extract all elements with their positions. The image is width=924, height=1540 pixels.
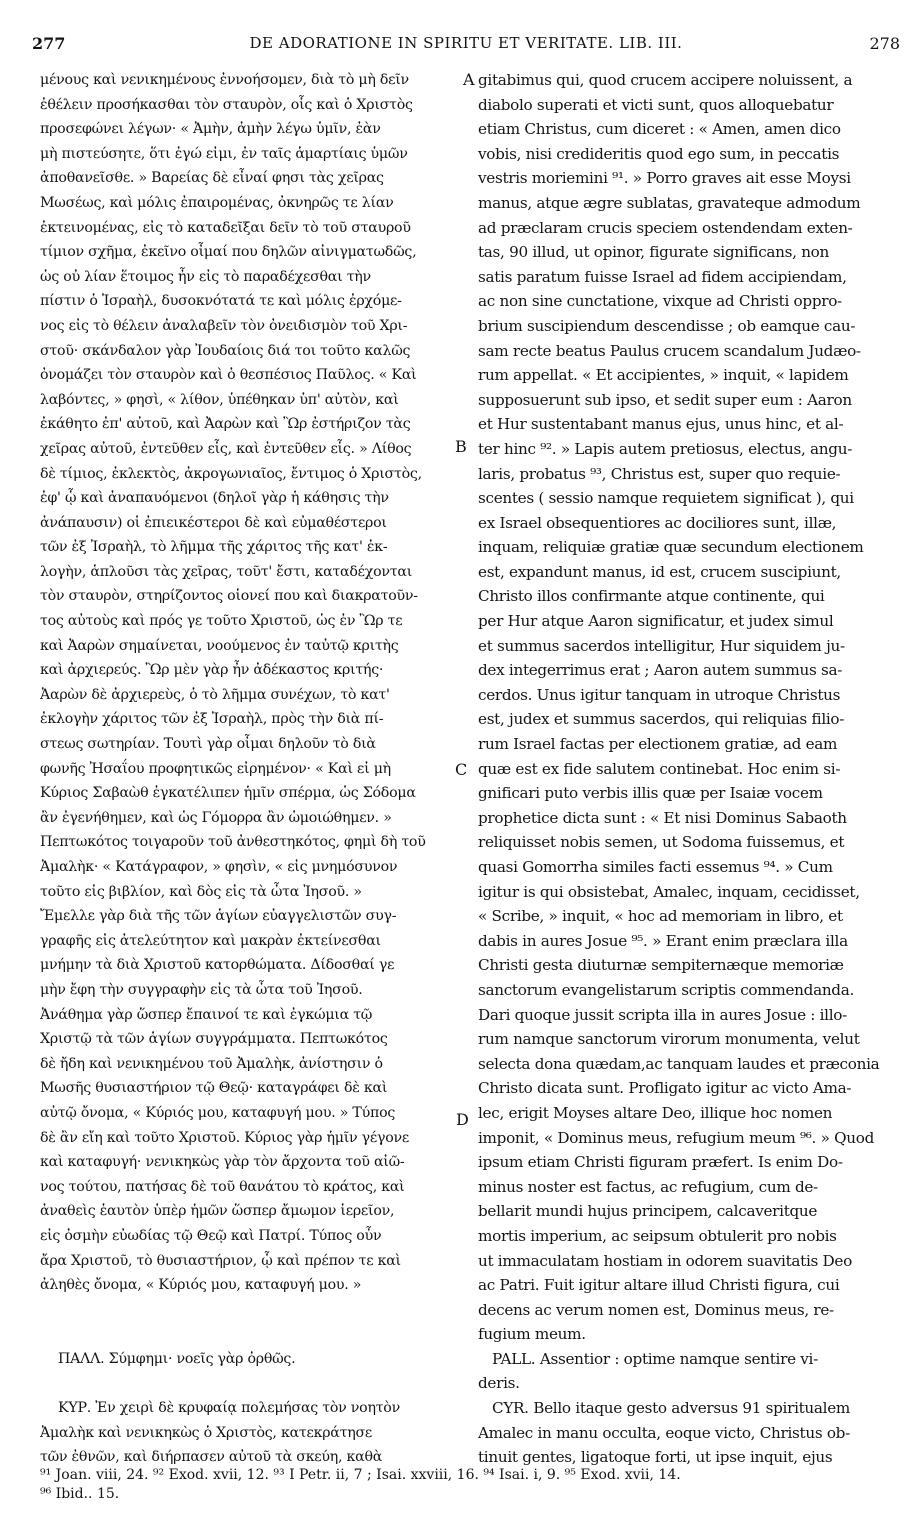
page-number-left: 277 — [32, 34, 66, 53]
greek-text-line: ἐκλογὴν χάριτος τῶν ἐξ Ἰσραὴλ, πρὸς τὴν διὰ πί- — [40, 711, 384, 728]
latin-speaker-cyr-line: tinuit gentes, ligatoque forti, ut ipse inquit, ejus — [478, 1448, 833, 1467]
latin-text-line: ac Patri. Fuit igitur altare illud Christi figura, cui — [478, 1276, 840, 1295]
greek-text-line: ἄρα Χριστοῦ, τὸ θυσιαστήριον, ᾧ καὶ πρέπον τε καὶ — [40, 1252, 401, 1269]
latin-text-line: etiam Christus, cum diceret : « Amen, amen dico — [478, 120, 841, 139]
greek-text-line: πίστιν ὁ Ἰσραὴλ, δυσοκνότατά τε καὶ μόλις ἐρχόμε- — [40, 293, 402, 310]
greek-speaker-cyr-line: τῶν ἐθνῶν, καὶ διήρπασεν αὐτοῦ τὰ σκεύη, καθὰ — [40, 1449, 383, 1466]
greek-text-line: δὲ ἂν εἴη καὶ τοῦτο Χριστοῦ. Κύριος γὰρ ἡμῖν γέγονε — [40, 1129, 409, 1146]
latin-text-line: imponit, « Dominus meus, refugium meum ⁹⁶. » Quod — [478, 1128, 875, 1147]
greek-text-line: ἀληθὲς ὄνομα, « Κύριός μου, καταφυγή μου. » — [40, 1277, 362, 1294]
greek-speaker-pall-line: ΠΑΛΛ. Σύμφημι· νοεῖς γὰρ ὀρθῶς. — [58, 1350, 296, 1367]
latin-text-line: vestris moriemini ⁹¹. » Porro graves ait esse Moysi — [478, 169, 851, 188]
footnote-line: ⁹¹ Joan. viii, 24. ⁹² Exod. xvii, 12. ⁹³ I Petr. ii, 7 ; Isai. xxviii, 16. ⁹⁴ Isai. i, 9. ⁹⁵ Exod. xvii, 14. — [40, 1467, 681, 1483]
latin-text-line: inquam, reliquiæ gratiæ quæ secundum electionem — [478, 538, 864, 557]
latin-text-line: tas, 90 illud, ut opinor, figurate significans, non — [478, 243, 830, 262]
greek-text-line: ἀναθεὶς ἑαυτὸν ὑπὲρ ἡμῶν ὥσπερ ἄμωμον ἱερεῖον, — [40, 1203, 395, 1220]
latin-text-line: gnificari puto verbis illis quæ per Isaiæ vocem — [478, 784, 823, 803]
latin-text-line: ad præclaram crucis speciem ostendendam exten- — [478, 218, 853, 237]
latin-text-line: sam recte beatus Paulus crucem scandalum Judæo- — [478, 341, 861, 360]
greek-speaker-cyr-line: Ἀμαλὴκ καὶ νενικηκὼς ὁ Χριστὸς, κατεκράτησε — [40, 1424, 373, 1441]
greek-text-line: ὀνομάζει τὸν σταυρὸν καὶ ὁ θεσπέσιος Παῦλος. « Καὶ — [40, 367, 417, 384]
greek-text-line: χεῖρας αὐτοῦ, ἐντεῦθεν εἷς, καὶ ἐντεῦθεν εἷς. » Λίθος — [40, 440, 412, 457]
greek-text-line: Κύριος Σαβαὼθ ἐγκατέλιπεν ἡμῖν σπέρμα, ὡς Σόδομα — [40, 785, 416, 802]
latin-column — [478, 68, 902, 1470]
latin-text-line: supposuerunt sub ipso, et sedit super eum : Aaron — [478, 390, 852, 409]
greek-text-line: δὲ ἤδη καὶ νενικημένου τοῦ Ἀμαλὴκ, ἀνίστησιν ὁ — [40, 1055, 383, 1072]
latin-text-line: satis paratum fuisse Israel ad fidem accipiendam, — [478, 267, 847, 286]
greek-text-line: ἐκάθητο ἐπ' αὐτοῦ, καὶ Ἀαρὼν καὶ Ὢρ ἐστήριζον τὰς — [40, 416, 411, 433]
greek-text-line: μνήμην τὰ διὰ Χριστοῦ κατορθώματα. Δίδοσθαί γε — [40, 957, 395, 974]
margin-letter-b: B — [455, 437, 467, 456]
greek-text-line: ἐθέλειν προσήκασθαι τὸν σταυρὸν, οἷς καὶ ὁ Χριστὸς — [40, 96, 413, 113]
latin-text-line: Christo dicata sunt. Profligato igitur ac victo Ama- — [478, 1079, 852, 1098]
latin-text-line: rum appellat. « Et accipientes, » inquit, « lapidem — [478, 366, 849, 385]
latin-speaker-pall-line: deris. — [478, 1374, 520, 1393]
latin-text-line: diabolo superati et victi sunt, quos alloquebatur — [478, 95, 834, 114]
greek-text-line: ἀποθανεῖσθε. » Βαρείας δὲ εἶναί φησι τὰς χεῖρας — [40, 170, 384, 187]
margin-letter-a: A — [463, 70, 475, 89]
latin-text-line: ter hinc ⁹². » Lapis autem pretiosus, electus, angu- — [478, 439, 853, 458]
greek-text-line: Μωσέως, καὶ μόλις ἐπαιρομένας, ὀκνηρῶς τε λίαν — [40, 194, 394, 211]
latin-text-line: Christi gesta diuturnæ sempiternæque memoriæ — [478, 956, 844, 975]
latin-text-line: dex integerrimus erat ; Aaron autem summus sa- — [478, 661, 843, 680]
greek-text-line: ἀνάπαυσιν) οἱ ἐπιεικέστεροι δὲ καὶ εὐμαθέστεροι — [40, 514, 387, 531]
running-header — [32, 34, 900, 58]
latin-text-line: ac non sine cunctatione, vixque ad Christi oppro- — [478, 292, 842, 311]
latin-text-line: Dari quoque jussit scripta illa in aures Josue : illo- — [478, 1005, 847, 1024]
greek-text-line: ἐκτεινομένας, εἰς τὸ καταδεῖξαι δεῖν τὸ τοῦ σταυροῦ — [40, 219, 411, 236]
latin-text-line: lec, erigit Moyses altare Deo, illique hoc nomen — [478, 1103, 833, 1122]
greek-text-line: ἐφ' ᾧ καὶ ἀναπαυόμενοι (δηλοῖ γὰρ ἡ κάθησις τὴν — [40, 490, 389, 507]
greek-text-line: τὸν σταυρὸν, στηρίζοντος οἱονεί που καὶ διακρατοῦν- — [40, 588, 418, 605]
latin-text-line: vobis, nisi credideritis quod ego sum, in peccatis — [478, 144, 840, 163]
latin-text-line: ex Israel obsequentiores ac dociliores sunt, illæ, — [478, 513, 837, 532]
latin-text-line: laris, probatus ⁹³, Christus est, super quo requie- — [478, 464, 841, 483]
latin-text-line: mortis imperium, ac seipsum obtulerit pro nobis — [478, 1226, 837, 1245]
latin-text-line: rum Israel factas per electionem gratiæ, ad eam — [478, 735, 838, 754]
margin-letter-d: D — [456, 1110, 469, 1129]
latin-text-line: et Hur sustentabant manus ejus, unus hinc, et al- — [478, 415, 844, 434]
greek-text-line: Ἔμελλε γὰρ διὰ τῆς τῶν ἁγίων εὐαγγελιστῶν συγ- — [40, 908, 397, 925]
latin-text-line: per Hur atque Aaron significatur, et judex simul — [478, 612, 834, 631]
greek-text-line: νος τούτου, πατήσας δὲ τοῦ θανάτου τὸ κράτος, καὶ — [40, 1178, 405, 1195]
greek-text-line: γραφῆς εἰς ἀτελεύτητον καὶ μακρὰν ἐκτείνεσθαι — [40, 932, 381, 949]
greek-text-line: φωνῆς Ἠσαΐου προφητικῶς εἰρημένον· « Καὶ εἰ μὴ — [40, 760, 391, 777]
latin-speaker-cyr-line: CYR. Bello itaque gesto adversus 91 spiritualem — [492, 1399, 851, 1418]
latin-text-line: ut immaculatam hostiam in odorem suavitatis Deo — [478, 1251, 852, 1270]
greek-text-line: Χριστῷ τὰ τῶν ἁγίων συγγράμματα. Πεπτωκότος — [40, 1031, 388, 1048]
paragraph-gap — [40, 1298, 460, 1323]
greek-text-line: ἂν ἐγενήθημεν, καὶ ὡς Γόμορρα ἂν ὡμοιώθημεν. » — [40, 809, 392, 826]
greek-text-line: μένους καὶ νενικημένους ἐννοήσομεν, διὰ τὸ μὴ δεῖν — [40, 72, 409, 88]
greek-text-line: Πεπτωκότος τοιγαροῦν τοῦ ἀνθεστηκότος, φημὶ δὴ τοῦ — [40, 834, 426, 851]
greek-text-line: εἰς ὀσμὴν εὐωδίας τῷ Θεῷ καὶ Πατρί. Τύπος οὖν — [40, 1227, 382, 1244]
greek-text-line: τῶν ἐξ Ἰσραὴλ, τὸ λῆμμα τῆς χάριτος τῆς κατ' ἐκ- — [40, 539, 388, 556]
latin-text-line: rum namque sanctorum virorum monumenta, velut — [478, 1030, 860, 1049]
latin-text-line: bellarit mundi hujus principem, calcaveritque — [478, 1202, 818, 1221]
latin-text-line: igitur is qui obsistebat, Amalec, inquam, cecidisset, — [478, 882, 860, 901]
greek-text-line: μὴν ἔφη τὴν συγγραφὴν εἰς τὰ ὦτα τοῦ Ἰησοῦ. — [40, 981, 363, 998]
greek-text-line: καὶ Ἀαρὼν σημαίνεται, νοούμενος ἐν ταὐτῷ κριτὴς — [40, 637, 399, 654]
latin-speaker-cyr-line: Amalec in manu occulta, eoque victo, Christus ob- — [478, 1423, 850, 1442]
greek-text-line: λογὴν, ἁπλοῦσι τὰς χεῖρας, τοῦτ' ἔστι, καταδέχονται — [40, 563, 413, 580]
latin-text-line: est, expandunt manus, id est, crucem suscipiunt, — [478, 562, 841, 581]
greek-speaker-cyr-line: ΚΥΡ. Ἐν χειρὶ δὲ κρυφαίᾳ πολεμήσας τὸν νοητὸν — [58, 1400, 400, 1417]
paragraph-gap — [40, 1322, 460, 1347]
page-number-right: 278 — [869, 34, 900, 53]
latin-text-line: decens ac verum nomen est, Dominus meus, re- — [478, 1300, 834, 1319]
latin-text-line: quæ est ex fide salutem continebat. Hoc enim si- — [478, 759, 841, 778]
greek-text-line: τος αὐτοὺς καὶ πρός γε τοῦτο Χριστοῦ, ὡς ἐν Ὢρ τε — [40, 613, 403, 630]
greek-text-line: στεως σωτηρίαν. Τουτὶ γὰρ οἶμαι δηλοῦν τὸ διὰ — [40, 736, 376, 753]
greek-text-line: Ἀνάθημα γὰρ ὥσπερ ἔπαινοί τε καὶ ἐγκώμια τῷ — [40, 1006, 373, 1023]
latin-text-line: et summus sacerdos intelligitur, Hur siquidem ju- — [478, 636, 845, 655]
greek-text-line: Ἀαρὼν δὲ ἀρχιερεὺς, ὁ τὸ λῆμμα συνέχων, τὸ κατ' — [40, 686, 390, 703]
running-title: DE ADORATIONE IN SPIRITU ET VERITATE. LIB. III. — [249, 34, 683, 52]
greek-text-line: στοῦ· σκάνδαλον γὰρ Ἰουδαίοις διά τοι τοῦτο καλῶς — [40, 342, 411, 359]
greek-text-line: προσεφώνει λέγων· « Ἀμὴν, ἀμὴν λέγω ὑμῖν, ἐὰν — [40, 121, 381, 138]
greek-text-line: λαβόντες, » φησὶ, « λίθον, ὑπέθηκαν ὑπ' αὐτὸν, καὶ — [40, 391, 399, 408]
latin-text-line: selecta dona quædam,ac tanquam laudes et præconia — [478, 1054, 880, 1073]
greek-text-line: δὲ τίμιος, ἐκλεκτὸς, ἀκρογωνιαῖος, ἔντιμος ὁ Χριστὸς, — [40, 465, 422, 482]
greek-text-line: ὡς οὐ λίαν ἕτοιμος ἦν εἰς τὸ παραδέχεσθαι τὴν — [40, 268, 371, 285]
greek-text-line: καὶ ἀρχιερεύς. Ὢρ μὲν γὰρ ἦν ἀδέκαστος κριτής· — [40, 662, 384, 679]
latin-text-line: est, judex et summus sacerdos, qui reliquias filio- — [478, 710, 845, 729]
latin-text-line: Christo illos confirmante atque continente, qui — [478, 587, 825, 606]
latin-text-line: ipsum etiam Christi figuram præfert. Is enim Do- — [478, 1153, 843, 1172]
latin-text-line: sanctorum evangelistarum scriptis commendanda. — [478, 980, 855, 999]
latin-text-line: minus noster est factus, ac refugium, cum de- — [478, 1177, 818, 1196]
greek-text-line: μὴ πιστεύσητε, ὅτι ἐγώ εἰμι, ἐν ταῖς ἁμαρτίαις ὑμῶν — [40, 145, 408, 162]
latin-text-line: manus, atque ægre sublatas, gravateque admodum — [478, 193, 861, 212]
greek-text-line: αὐτῷ ὄνομα, « Κύριός μου, καταφυγή μου. » Τύπος — [40, 1104, 396, 1121]
latin-text-line: dabis in aures Josue ⁹⁵. » Erant enim præclara illa — [478, 931, 848, 950]
margin-letter-c: C — [455, 760, 468, 779]
latin-text-line: cerdos. Unus igitur tanquam in utroque Christus — [478, 685, 841, 704]
greek-text-line: τοῦτο εἰς βιβλίον, καὶ δὸς εἰς τὰ ὦτα Ἰησοῦ. » — [40, 883, 362, 900]
footnote-line: ⁹⁶ Ibid.. 15. — [40, 1486, 120, 1502]
latin-text-line: quasi Gomorrha similes facti essemus ⁹⁴. » Cum — [478, 858, 833, 876]
greek-text-line: Μωσῆς θυσιαστήριον τῷ Θεῷ· καταγράφει δὲ καὶ — [40, 1080, 388, 1097]
latin-text-line: « Scribe, » inquit, « hoc ad memoriam in libro, et — [478, 907, 843, 926]
latin-text-line: reliquisset nobis semen, ut Sodoma fuissemus, et — [478, 833, 845, 852]
latin-text-line: gitabimus qui, quod crucem accipere noluissent, a — [478, 71, 853, 89]
greek-column — [40, 68, 460, 1470]
latin-text-line: brium suscipiendum descendisse ; ob eamque cau- — [478, 316, 856, 335]
latin-text-line: prophetice dicta sunt : « Et nisi Dominus Sabaoth — [478, 808, 847, 827]
greek-text-line: τίμιον σχῆμα, ἐκεῖνο οἶμαί που δηλῶν αἰνιγματωδῶς, — [40, 244, 417, 261]
latin-text-line: scentes ( sessio namque requietem significat ), qui — [478, 489, 854, 508]
greek-text-line: νος εἰς τὸ θέλειν ἀναλαβεῖν τὸν ὀνειδισμὸν τοῦ Χρι- — [40, 317, 408, 334]
latin-text-line: fugium meum. — [478, 1325, 586, 1344]
paragraph-gap — [40, 1371, 460, 1396]
greek-text-line: καὶ καταφυγή· νενικηκὼς γὰρ τὸν ἄρχοντα τοῦ αἰῶ- — [40, 1154, 405, 1171]
latin-speaker-pall-line: PALL. Assentior : optime namque sentire vi- — [492, 1349, 818, 1368]
greek-text-line: Ἀμαλὴκ· « Κατάγραφον, » φησὶν, « εἰς μνημόσυνον — [40, 859, 398, 875]
